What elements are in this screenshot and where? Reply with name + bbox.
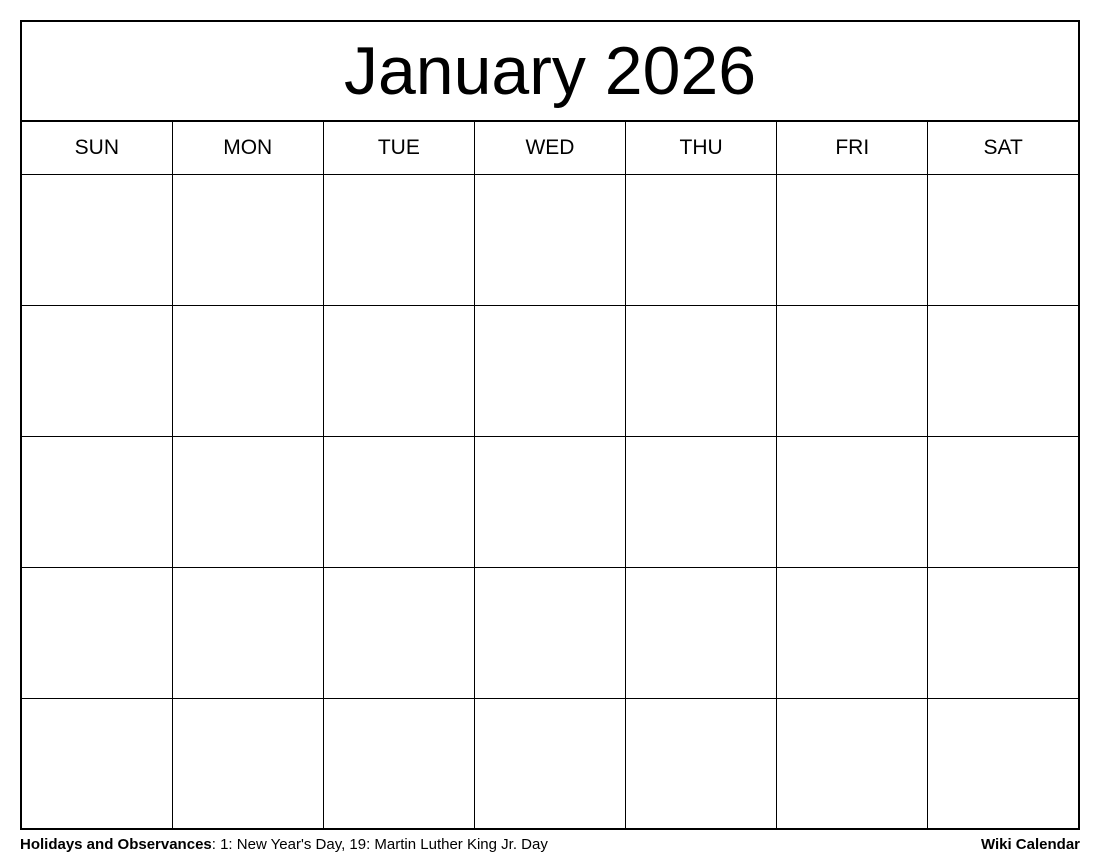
weekday-header-mon: MON <box>172 121 323 174</box>
calendar-day-cell[interactable] <box>323 174 474 305</box>
calendar-day-cell[interactable] <box>626 567 777 698</box>
calendar-day-cell[interactable] <box>323 698 474 829</box>
calendar-day-cell[interactable] <box>474 567 625 698</box>
calendar-footer <box>20 836 1080 853</box>
calendar-week-row <box>21 436 1079 567</box>
calendar-day-cell[interactable] <box>928 305 1079 436</box>
weekday-header-fri: FRI <box>777 121 928 174</box>
calendar-day-cell[interactable] <box>172 698 323 829</box>
calendar-week-row <box>21 698 1079 829</box>
calendar-week-row <box>21 567 1079 698</box>
calendar-day-cell[interactable] <box>777 305 928 436</box>
calendar-day-cell[interactable] <box>172 174 323 305</box>
calendar-day-cell[interactable] <box>928 436 1079 567</box>
calendar-day-cell[interactable] <box>928 698 1079 829</box>
calendar-day-cell[interactable] <box>928 174 1079 305</box>
calendar-title-cell <box>21 21 1079 121</box>
calendar-day-cell[interactable] <box>21 436 172 567</box>
calendar-day-cell[interactable] <box>626 305 777 436</box>
calendar-week-row <box>21 174 1079 305</box>
calendar-day-cell[interactable] <box>323 436 474 567</box>
calendar-day-cell[interactable] <box>21 305 172 436</box>
brand-label: Wiki Calendar <box>980 836 1080 853</box>
calendar-title-row <box>21 21 1079 121</box>
calendar-day-cell[interactable] <box>777 698 928 829</box>
calendar-day-cell[interactable] <box>474 174 625 305</box>
calendar-day-cell[interactable] <box>777 567 928 698</box>
calendar-day-cell[interactable] <box>474 698 625 829</box>
calendar-day-cell[interactable] <box>323 305 474 436</box>
calendar-day-cell[interactable] <box>474 305 625 436</box>
weekday-header-sun: SUN <box>21 121 172 174</box>
calendar-day-cell[interactable] <box>172 305 323 436</box>
weekday-header-thu: THU <box>626 121 777 174</box>
holidays-separator: : <box>211 836 221 853</box>
calendar-table <box>20 20 1080 830</box>
calendar-day-cell[interactable] <box>323 567 474 698</box>
calendar-day-cell[interactable] <box>21 174 172 305</box>
calendar-day-cell[interactable] <box>928 567 1079 698</box>
calendar-day-cell[interactable] <box>21 567 172 698</box>
calendar-day-cell[interactable] <box>21 698 172 829</box>
holidays-label: Holidays and Observances <box>20 836 212 853</box>
calendar-day-cell[interactable] <box>626 698 777 829</box>
calendar-day-cell[interactable] <box>626 174 777 305</box>
holidays-text: 1: New Year's Day, 19: Martin Luther King Jr. Day <box>220 836 548 853</box>
calendar-day-cell[interactable] <box>474 436 625 567</box>
calendar-week-row <box>21 305 1079 436</box>
holidays-note <box>20 836 548 853</box>
calendar-day-cell[interactable] <box>172 567 323 698</box>
weekday-header-wed: WED <box>474 121 625 174</box>
calendar-day-cell[interactable] <box>777 174 928 305</box>
page-title: January 2026 <box>343 33 757 109</box>
calendar-day-cell[interactable] <box>172 436 323 567</box>
weekday-header-tue: TUE <box>323 121 474 174</box>
calendar-day-cell[interactable] <box>777 436 928 567</box>
weekday-header-sat: SAT <box>928 121 1079 174</box>
weekday-header-row <box>21 121 1079 174</box>
calendar-day-cell[interactable] <box>626 436 777 567</box>
